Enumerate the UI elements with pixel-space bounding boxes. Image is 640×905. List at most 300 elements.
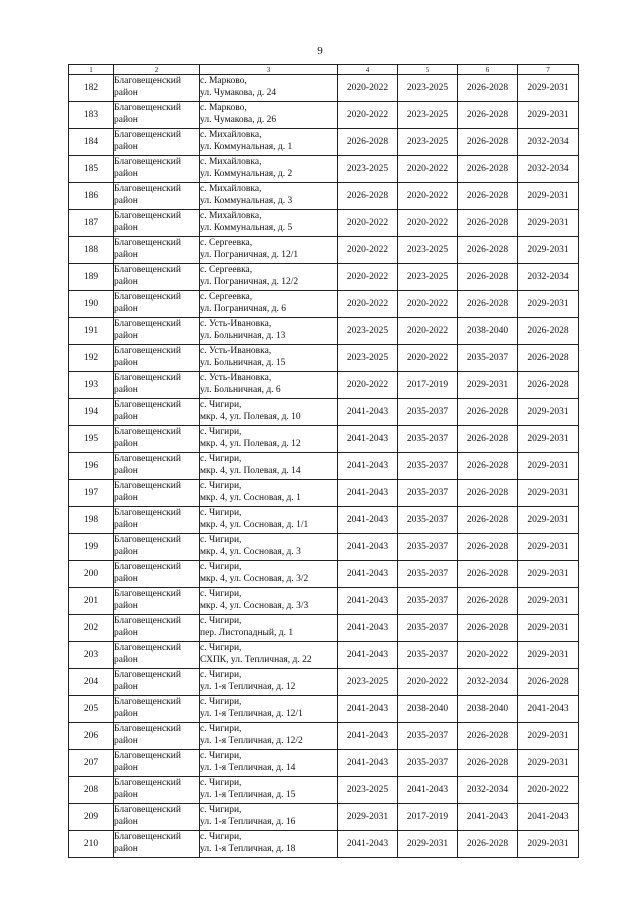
period-col7: 2029-2031 xyxy=(518,399,579,426)
row-number: 193 xyxy=(69,372,114,399)
column-number: 2 xyxy=(114,65,200,75)
table-row xyxy=(69,777,579,804)
district-line: район xyxy=(114,817,138,827)
period-col5: 2035-2037 xyxy=(398,399,458,426)
address-line: с. Чигири, xyxy=(200,427,242,437)
table-row xyxy=(69,426,579,453)
period-col7: 2029-2031 xyxy=(518,534,579,561)
period-col4: 2020-2022 xyxy=(338,372,398,399)
period-col4: 2023-2025 xyxy=(338,777,398,804)
address-line: с. Чигири, xyxy=(200,454,242,464)
row-number: 185 xyxy=(69,156,114,183)
table-row xyxy=(69,588,579,615)
period-col4: 2020-2022 xyxy=(338,291,398,318)
address-line: ул. 1-я Тепличная, д. 12/2 xyxy=(200,736,303,746)
period-col6: 2026-2028 xyxy=(458,561,518,588)
row-number: 195 xyxy=(69,426,114,453)
period-col6: 2026-2028 xyxy=(458,426,518,453)
address-line: с. Чигири, xyxy=(200,778,242,788)
period-col6: 2026-2028 xyxy=(458,102,518,129)
row-number: 201 xyxy=(69,588,114,615)
period-col4: 2041-2043 xyxy=(338,426,398,453)
period-col5: 2035-2037 xyxy=(398,426,458,453)
district-line: район xyxy=(114,169,138,179)
table-row xyxy=(69,156,579,183)
district-line: Благовещенский xyxy=(114,697,181,707)
district-cell xyxy=(114,399,200,426)
period-col4: 2041-2043 xyxy=(338,696,398,723)
period-col5: 2035-2037 xyxy=(398,723,458,750)
district-line: район xyxy=(114,115,138,125)
address-cell xyxy=(200,804,338,831)
row-number: 210 xyxy=(69,831,114,858)
period-col5: 2041-2043 xyxy=(398,777,458,804)
period-col5: 2035-2037 xyxy=(398,750,458,777)
table-row xyxy=(69,831,579,858)
district-line: Благовещенский xyxy=(114,481,181,491)
table-row xyxy=(69,480,579,507)
address-line: ул. Чумакова, д. 24 xyxy=(200,88,277,98)
period-col6: 2026-2028 xyxy=(458,156,518,183)
row-number: 209 xyxy=(69,804,114,831)
period-col7: 2020-2022 xyxy=(518,777,579,804)
table-row xyxy=(69,264,579,291)
district-line: Благовещенский xyxy=(114,535,181,545)
period-col5: 2020-2022 xyxy=(398,183,458,210)
row-number: 202 xyxy=(69,615,114,642)
district-cell xyxy=(114,183,200,210)
address-line: с. Чигири, xyxy=(200,751,242,761)
district-line: Благовещенский xyxy=(114,319,181,329)
period-col7: 2029-2031 xyxy=(518,615,579,642)
period-col6: 2026-2028 xyxy=(458,264,518,291)
district-line: район xyxy=(114,142,138,152)
address-cell xyxy=(200,264,338,291)
period-col6: 2026-2028 xyxy=(458,291,518,318)
row-number: 192 xyxy=(69,345,114,372)
address-line: с. Усть-Ивановка, xyxy=(200,319,272,329)
address-cell xyxy=(200,372,338,399)
period-col6: 2038-2040 xyxy=(458,318,518,345)
row-number: 194 xyxy=(69,399,114,426)
address-line: с. Михайловка, xyxy=(200,184,262,194)
district-line: район xyxy=(114,358,138,368)
district-line: район xyxy=(114,736,138,746)
period-col4: 2041-2043 xyxy=(338,642,398,669)
district-line: район xyxy=(114,196,138,206)
period-col6: 2020-2022 xyxy=(458,642,518,669)
address-line: с. Чигири, xyxy=(200,724,242,734)
district-line: район xyxy=(114,250,138,260)
address-line: с. Усть-Ивановка, xyxy=(200,373,272,383)
district-cell xyxy=(114,453,200,480)
period-col7: 2029-2031 xyxy=(518,426,579,453)
district-cell xyxy=(114,534,200,561)
address-line: с. Чигири, xyxy=(200,670,242,680)
period-col6: 2038-2040 xyxy=(458,696,518,723)
district-cell xyxy=(114,669,200,696)
period-col5: 2035-2037 xyxy=(398,588,458,615)
address-line: с. Чигири, xyxy=(200,805,242,815)
district-cell xyxy=(114,480,200,507)
period-col6: 2026-2028 xyxy=(458,129,518,156)
period-col7: 2029-2031 xyxy=(518,210,579,237)
district-cell xyxy=(114,750,200,777)
period-col5: 2020-2022 xyxy=(398,318,458,345)
district-line: Благовещенский xyxy=(114,103,181,113)
period-col7: 2029-2031 xyxy=(518,75,579,102)
period-col5: 2023-2025 xyxy=(398,264,458,291)
district-cell xyxy=(114,804,200,831)
table-row xyxy=(69,669,579,696)
district-line: Благовещенский xyxy=(114,292,181,302)
period-col4: 2041-2043 xyxy=(338,399,398,426)
address-line: с. Чигири, xyxy=(200,562,242,572)
period-col5: 2035-2037 xyxy=(398,615,458,642)
address-line: с. Усть-Ивановка, xyxy=(200,346,272,356)
period-col7: 2041-2043 xyxy=(518,804,579,831)
district-line: район xyxy=(114,682,138,692)
period-col4: 2041-2043 xyxy=(338,453,398,480)
period-col5: 2020-2022 xyxy=(398,669,458,696)
period-col7: 2029-2031 xyxy=(518,561,579,588)
row-number: 207 xyxy=(69,750,114,777)
table-row xyxy=(69,723,579,750)
district-line: Благовещенский xyxy=(114,427,181,437)
address-cell xyxy=(200,534,338,561)
row-number: 182 xyxy=(69,75,114,102)
district-line: Благовещенский xyxy=(114,724,181,734)
period-col6: 2029-2031 xyxy=(458,372,518,399)
address-cell xyxy=(200,345,338,372)
table-row xyxy=(69,129,579,156)
district-line: район xyxy=(114,304,138,314)
table-row xyxy=(69,507,579,534)
period-col7: 2029-2031 xyxy=(518,642,579,669)
district-line: район xyxy=(114,574,138,584)
district-line: Благовещенский xyxy=(114,373,181,383)
address-line: ул. 1-я Тепличная, д. 15 xyxy=(200,790,296,800)
period-col4: 2023-2025 xyxy=(338,156,398,183)
address-line: ул. Больничная, д. 6 xyxy=(200,385,281,395)
address-line: мкр. 4, ул. Полевая, д. 10 xyxy=(200,412,301,422)
period-col7: 2032-2034 xyxy=(518,129,579,156)
period-col6: 2026-2028 xyxy=(458,831,518,858)
period-col5: 2023-2025 xyxy=(398,129,458,156)
period-col7: 2026-2028 xyxy=(518,372,579,399)
district-line: Благовещенский xyxy=(114,616,181,626)
address-line: ул. 1-я Тепличная, д. 12 xyxy=(200,682,296,692)
district-line: Благовещенский xyxy=(114,832,181,842)
row-number: 191 xyxy=(69,318,114,345)
period-col7: 2032-2034 xyxy=(518,156,579,183)
address-cell xyxy=(200,426,338,453)
column-number: 4 xyxy=(338,65,398,75)
period-col7: 2032-2034 xyxy=(518,264,579,291)
address-line: ул. Чумакова, д. 26 xyxy=(200,115,277,125)
row-number: 188 xyxy=(69,237,114,264)
period-col4: 2026-2028 xyxy=(338,183,398,210)
period-col7: 2029-2031 xyxy=(518,291,579,318)
district-line: район xyxy=(114,331,138,341)
period-col4: 2020-2022 xyxy=(338,264,398,291)
period-col7: 2026-2028 xyxy=(518,669,579,696)
table-row xyxy=(69,183,579,210)
row-number: 198 xyxy=(69,507,114,534)
address-line: ул. Пограничная, д. 6 xyxy=(200,304,286,314)
period-col7: 2029-2031 xyxy=(518,453,579,480)
address-line: с. Марково, xyxy=(200,103,247,113)
address-line: мкр. 4, ул. Сосновая, д. 3/3 xyxy=(200,601,309,611)
district-line: Благовещенский xyxy=(114,589,181,599)
period-col5: 2020-2022 xyxy=(398,210,458,237)
address-line: с. Сергеевка, xyxy=(200,265,253,275)
address-line: ул. Больничная, д. 15 xyxy=(200,358,286,368)
address-cell xyxy=(200,750,338,777)
address-line: мкр. 4, ул. Полевая, д. 14 xyxy=(200,466,301,476)
period-col7: 2041-2043 xyxy=(518,696,579,723)
column-number: 6 xyxy=(458,65,518,75)
table-row xyxy=(69,804,579,831)
column-number: 5 xyxy=(398,65,458,75)
address-line: мкр. 4, ул. Сосновая, д. 3 xyxy=(200,547,301,557)
period-col6: 2026-2028 xyxy=(458,615,518,642)
address-cell xyxy=(200,642,338,669)
district-line: район xyxy=(114,493,138,503)
period-col6: 2032-2034 xyxy=(458,669,518,696)
district-line: Благовещенский xyxy=(114,238,181,248)
period-col4: 2041-2043 xyxy=(338,588,398,615)
address-cell xyxy=(200,75,338,102)
period-col6: 2032-2034 xyxy=(458,777,518,804)
table-row xyxy=(69,399,579,426)
period-col6: 2026-2028 xyxy=(458,453,518,480)
row-number: 183 xyxy=(69,102,114,129)
period-col5: 2029-2031 xyxy=(398,831,458,858)
period-col4: 2041-2043 xyxy=(338,831,398,858)
address-line: пер. Листопадный, д. 1 xyxy=(200,628,294,638)
address-cell xyxy=(200,669,338,696)
district-cell xyxy=(114,777,200,804)
period-col6: 2026-2028 xyxy=(458,183,518,210)
district-line: Благовещенский xyxy=(114,670,181,680)
district-line: район xyxy=(114,628,138,638)
period-col5: 2035-2037 xyxy=(398,642,458,669)
address-line: ул. 1-я Тепличная, д. 14 xyxy=(200,763,296,773)
period-col7: 2026-2028 xyxy=(518,345,579,372)
period-col5: 2035-2037 xyxy=(398,480,458,507)
row-number: 203 xyxy=(69,642,114,669)
district-cell xyxy=(114,318,200,345)
table-row xyxy=(69,750,579,777)
row-number: 200 xyxy=(69,561,114,588)
column-number: 3 xyxy=(200,65,338,75)
period-col7: 2029-2031 xyxy=(518,588,579,615)
row-number: 196 xyxy=(69,453,114,480)
district-line: район xyxy=(114,709,138,719)
address-line: с. Чигири, xyxy=(200,535,242,545)
period-col5: 2020-2022 xyxy=(398,291,458,318)
district-cell xyxy=(114,426,200,453)
address-line: с. Михайловка, xyxy=(200,157,262,167)
address-line: с. Чигири, xyxy=(200,616,242,626)
district-cell xyxy=(114,561,200,588)
district-cell xyxy=(114,102,200,129)
district-line: район xyxy=(114,88,138,98)
district-cell xyxy=(114,237,200,264)
period-col6: 2026-2028 xyxy=(458,237,518,264)
district-cell xyxy=(114,345,200,372)
district-line: Благовещенский xyxy=(114,805,181,815)
period-col5: 2017-2019 xyxy=(398,372,458,399)
period-col4: 2020-2022 xyxy=(338,75,398,102)
district-line: Благовещенский xyxy=(114,157,181,167)
address-line: ул. Пограничная, д. 12/1 xyxy=(200,250,299,260)
address-cell xyxy=(200,237,338,264)
table-row xyxy=(69,561,579,588)
district-line: район xyxy=(114,844,138,854)
address-cell xyxy=(200,102,338,129)
address-cell xyxy=(200,561,338,588)
address-cell xyxy=(200,129,338,156)
period-col4: 2041-2043 xyxy=(338,507,398,534)
row-number: 199 xyxy=(69,534,114,561)
period-col5: 2023-2025 xyxy=(398,102,458,129)
address-cell xyxy=(200,831,338,858)
address-line: ул. Коммунальная, д. 3 xyxy=(200,196,293,206)
district-line: район xyxy=(114,466,138,476)
column-number: 7 xyxy=(518,65,579,75)
table-body xyxy=(69,65,579,858)
period-col4: 2020-2022 xyxy=(338,102,398,129)
district-line: Благовещенский xyxy=(114,400,181,410)
address-line: с. Чигири, xyxy=(200,643,242,653)
district-line: район xyxy=(114,412,138,422)
district-line: Благовещенский xyxy=(114,265,181,275)
address-line: СХПК, ул. Тепличная, д. 22 xyxy=(200,655,312,665)
period-col4: 2041-2043 xyxy=(338,750,398,777)
district-line: район xyxy=(114,439,138,449)
district-cell xyxy=(114,156,200,183)
address-cell xyxy=(200,210,338,237)
district-line: район xyxy=(114,790,138,800)
row-number: 197 xyxy=(69,480,114,507)
address-cell xyxy=(200,156,338,183)
address-line: с. Михайловка, xyxy=(200,211,262,221)
address-cell xyxy=(200,777,338,804)
district-cell xyxy=(114,507,200,534)
address-line: мкр. 4, ул. Сосновая, д. 1/1 xyxy=(200,520,309,530)
table-row xyxy=(69,318,579,345)
address-cell xyxy=(200,318,338,345)
address-line: ул. Коммунальная, д. 1 xyxy=(200,142,293,152)
row-number: 190 xyxy=(69,291,114,318)
row-number: 184 xyxy=(69,129,114,156)
row-number: 205 xyxy=(69,696,114,723)
address-cell xyxy=(200,507,338,534)
period-col6: 2026-2028 xyxy=(458,723,518,750)
address-cell xyxy=(200,291,338,318)
period-col5: 2020-2022 xyxy=(398,345,458,372)
table-row xyxy=(69,696,579,723)
period-col4: 2026-2028 xyxy=(338,129,398,156)
table-row xyxy=(69,615,579,642)
row-number: 187 xyxy=(69,210,114,237)
district-line: Благовещенский xyxy=(114,562,181,572)
period-col4: 2041-2043 xyxy=(338,561,398,588)
district-cell xyxy=(114,291,200,318)
period-col6: 2026-2028 xyxy=(458,534,518,561)
address-cell xyxy=(200,696,338,723)
address-line: мкр. 4, ул. Сосновая, д. 1 xyxy=(200,493,301,503)
period-col5: 2038-2040 xyxy=(398,696,458,723)
district-cell xyxy=(114,75,200,102)
district-cell xyxy=(114,831,200,858)
district-line: район xyxy=(114,223,138,233)
district-line: район xyxy=(114,385,138,395)
table-row xyxy=(69,642,579,669)
district-line: район xyxy=(114,763,138,773)
period-col4: 2029-2031 xyxy=(338,804,398,831)
row-number: 204 xyxy=(69,669,114,696)
address-cell xyxy=(200,723,338,750)
period-col4: 2041-2043 xyxy=(338,615,398,642)
column-number-row xyxy=(69,65,579,75)
address-line: с. Чигири, xyxy=(200,697,242,707)
district-cell xyxy=(114,588,200,615)
address-line: ул. 1-я Тепличная, д. 16 xyxy=(200,817,296,827)
district-cell xyxy=(114,696,200,723)
address-line: с. Чигири, xyxy=(200,508,242,518)
district-cell xyxy=(114,210,200,237)
address-line: с. Сергеевка, xyxy=(200,292,253,302)
period-col6: 2026-2028 xyxy=(458,75,518,102)
district-line: Благовещенский xyxy=(114,778,181,788)
period-col4: 2023-2025 xyxy=(338,318,398,345)
page-number: 9 xyxy=(317,45,323,57)
address-cell xyxy=(200,615,338,642)
row-number: 208 xyxy=(69,777,114,804)
district-line: Благовещенский xyxy=(114,346,181,356)
period-col5: 2023-2025 xyxy=(398,237,458,264)
period-col4: 2041-2043 xyxy=(338,480,398,507)
period-col5: 2035-2037 xyxy=(398,453,458,480)
period-col4: 2041-2043 xyxy=(338,723,398,750)
table-row xyxy=(69,291,579,318)
period-col6: 2026-2028 xyxy=(458,399,518,426)
address-cell xyxy=(200,399,338,426)
address-line: мкр. 4, ул. Сосновая, д. 3/2 xyxy=(200,574,309,584)
period-col5: 2023-2025 xyxy=(398,75,458,102)
period-col7: 2029-2031 xyxy=(518,237,579,264)
address-line: ул. Больничная, д. 13 xyxy=(200,331,286,341)
district-cell xyxy=(114,642,200,669)
address-line: с. Чигири, xyxy=(200,481,242,491)
district-line: Благовещенский xyxy=(114,211,181,221)
row-number: 186 xyxy=(69,183,114,210)
address-cell xyxy=(200,453,338,480)
period-col7: 2029-2031 xyxy=(518,102,579,129)
district-cell xyxy=(114,723,200,750)
address-line: с. Сергеевка, xyxy=(200,238,253,248)
period-col7: 2029-2031 xyxy=(518,831,579,858)
district-line: Благовещенский xyxy=(114,76,181,86)
period-col4: 2041-2043 xyxy=(338,534,398,561)
address-line: с. Чигири, xyxy=(200,832,242,842)
period-col6: 2026-2028 xyxy=(458,210,518,237)
district-line: район xyxy=(114,520,138,530)
row-number: 206 xyxy=(69,723,114,750)
